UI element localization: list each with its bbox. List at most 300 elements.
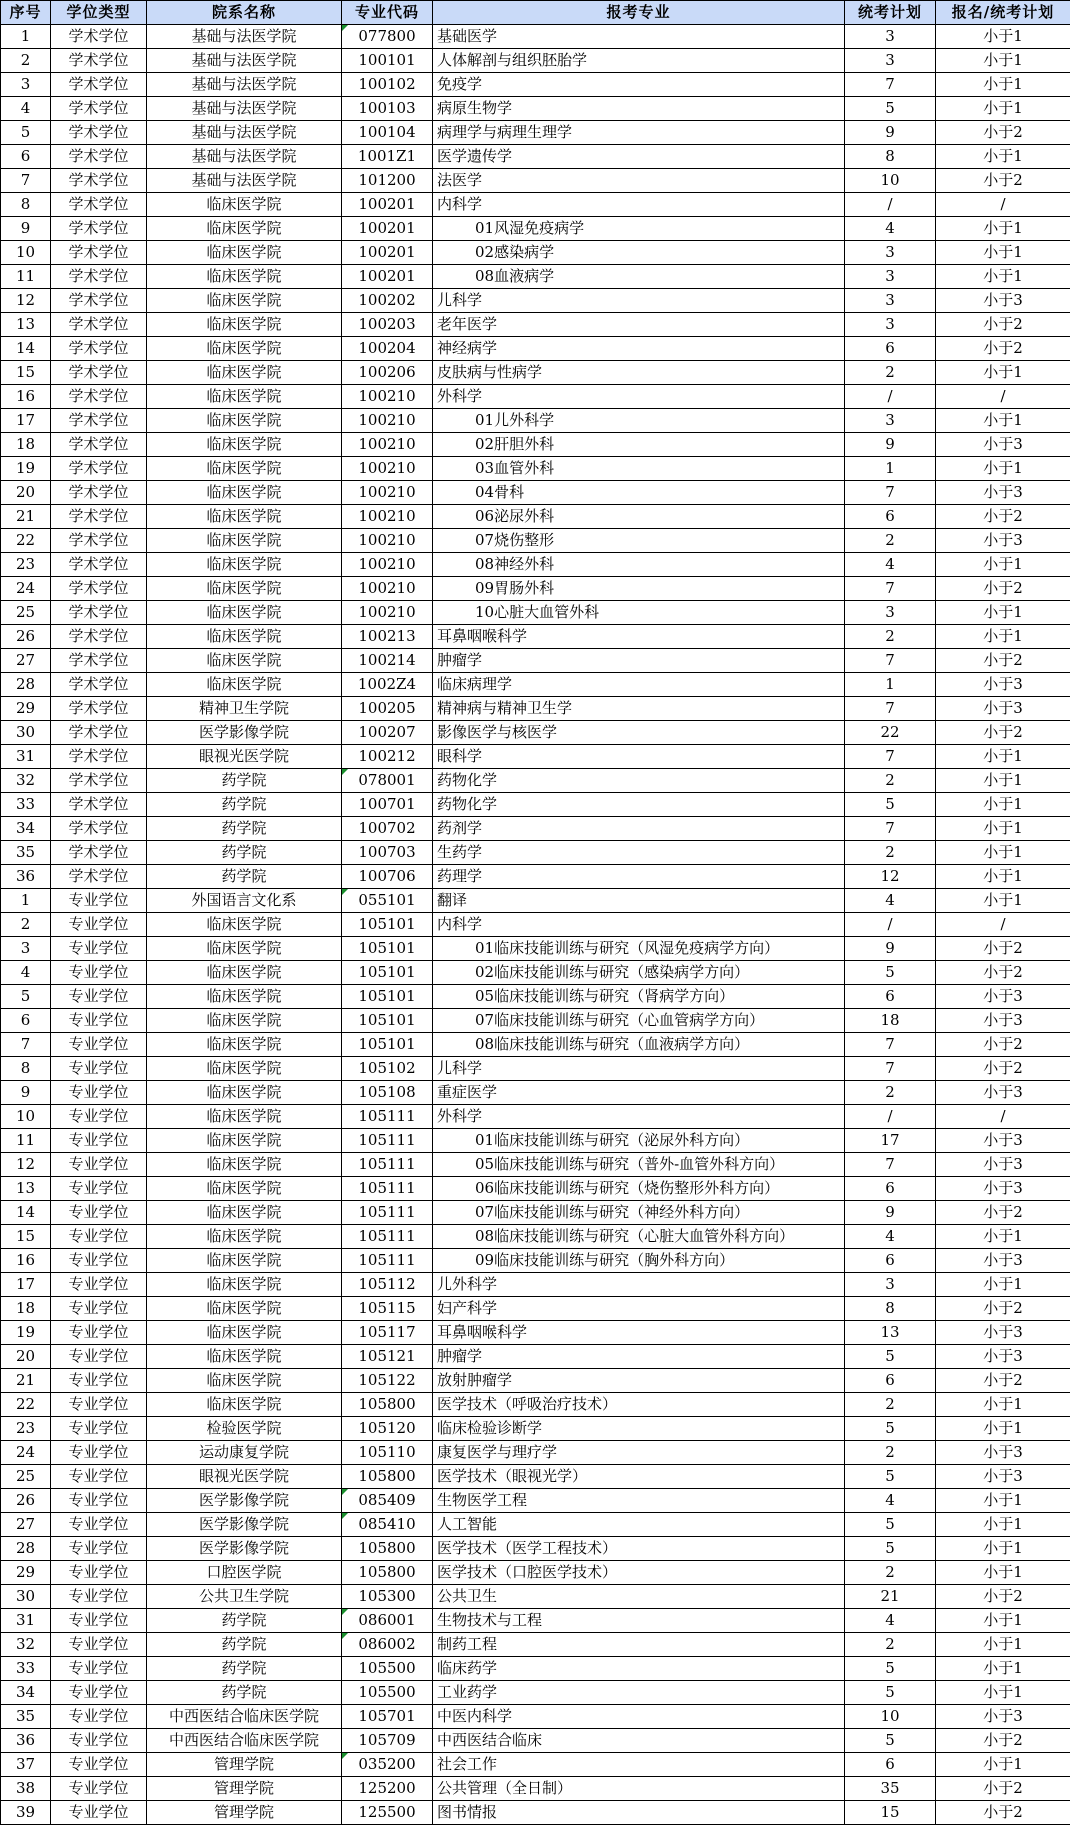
ratio: 小于2 xyxy=(936,1201,1070,1225)
plan-count: 6 xyxy=(845,1753,936,1777)
major-code: 105101 xyxy=(342,913,433,937)
degree-type: 学术学位 xyxy=(51,745,147,769)
table-row xyxy=(1,745,1070,769)
plan-count: / xyxy=(845,385,936,409)
major-code: 105701 xyxy=(342,1705,433,1729)
department: 药学院 xyxy=(147,865,342,889)
table-row xyxy=(1,1537,1070,1561)
ratio: 小于1 xyxy=(936,1513,1070,1537)
ratio: 小于2 xyxy=(936,1033,1070,1057)
plan-count: 2 xyxy=(845,1393,936,1417)
table-row xyxy=(1,1441,1070,1465)
major-code: 125500 xyxy=(342,1801,433,1825)
major-name: 耳鼻咽喉科学 xyxy=(433,1321,845,1345)
table-row xyxy=(1,889,1070,913)
degree-type: 学术学位 xyxy=(51,265,147,289)
table-row xyxy=(1,1465,1070,1489)
major-code: 100210 xyxy=(342,529,433,553)
plan-count: 3 xyxy=(845,601,936,625)
row-index: 11 xyxy=(1,265,51,289)
table-row xyxy=(1,1729,1070,1753)
degree-type: 专业学位 xyxy=(51,1705,147,1729)
major-name: 影像医学与核医学 xyxy=(433,721,845,745)
department: 临床医学院 xyxy=(147,1225,342,1249)
table-row xyxy=(1,529,1070,553)
plan-count: 7 xyxy=(845,697,936,721)
row-index: 24 xyxy=(1,1441,51,1465)
row-index: 19 xyxy=(1,1321,51,1345)
major-code: 085410 xyxy=(342,1513,433,1537)
plan-count: 5 xyxy=(845,1465,936,1489)
major-code: 100206 xyxy=(342,361,433,385)
degree-type: 学术学位 xyxy=(51,145,147,169)
plan-count: 15 xyxy=(845,1801,936,1825)
row-index: 36 xyxy=(1,1729,51,1753)
ratio: 小于2 xyxy=(936,1297,1070,1321)
department: 基础与法医学院 xyxy=(147,97,342,121)
department: 临床医学院 xyxy=(147,961,342,985)
row-index: 7 xyxy=(1,169,51,193)
table-row xyxy=(1,385,1070,409)
major-name: 临床病理学 xyxy=(433,673,845,697)
major-code: 105111 xyxy=(342,1177,433,1201)
major-code: 100703 xyxy=(342,841,433,865)
table-row xyxy=(1,865,1070,889)
department: 临床医学院 xyxy=(147,673,342,697)
major-code: 125200 xyxy=(342,1777,433,1801)
major-code: 100104 xyxy=(342,121,433,145)
major-code: 100202 xyxy=(342,289,433,313)
major-code: 086001 xyxy=(342,1609,433,1633)
row-index: 28 xyxy=(1,673,51,697)
ratio: 小于1 xyxy=(936,1633,1070,1657)
row-index: 31 xyxy=(1,1609,51,1633)
ratio: 小于2 xyxy=(936,649,1070,673)
major-name: 中医内科学 xyxy=(433,1705,845,1729)
ratio: 小于2 xyxy=(936,721,1070,745)
ratio: 小于1 xyxy=(936,769,1070,793)
plan-count: 22 xyxy=(845,721,936,745)
major-name: 放射肿瘤学 xyxy=(433,1369,845,1393)
row-index: 38 xyxy=(1,1777,51,1801)
major-code: 100210 xyxy=(342,409,433,433)
row-index: 36 xyxy=(1,865,51,889)
row-index: 9 xyxy=(1,217,51,241)
major-name: 临床检验诊断学 xyxy=(433,1417,845,1441)
plan-count: 7 xyxy=(845,1057,936,1081)
plan-count: / xyxy=(845,1105,936,1129)
major-name: 药物化学 xyxy=(433,769,845,793)
plan-count: 6 xyxy=(845,1249,936,1273)
degree-type: 专业学位 xyxy=(51,1225,147,1249)
major-code: 100210 xyxy=(342,385,433,409)
major-name: 08神经外科 xyxy=(433,553,845,577)
major-code: 100203 xyxy=(342,313,433,337)
plan-count: 12 xyxy=(845,865,936,889)
department: 医学影像学院 xyxy=(147,721,342,745)
plan-count: 2 xyxy=(845,1561,936,1585)
major-name: 02临床技能训练与研究（感染病学方向） xyxy=(433,961,845,985)
major-code: 100210 xyxy=(342,553,433,577)
major-code: 105121 xyxy=(342,1345,433,1369)
plan-count: 5 xyxy=(845,961,936,985)
plan-count: 1 xyxy=(845,457,936,481)
row-index: 30 xyxy=(1,1585,51,1609)
table-row xyxy=(1,1681,1070,1705)
major-code: 100212 xyxy=(342,745,433,769)
degree-type: 专业学位 xyxy=(51,1297,147,1321)
major-name: 09临床技能训练与研究（胸外科方向） xyxy=(433,1249,845,1273)
row-index: 18 xyxy=(1,1297,51,1321)
row-index: 29 xyxy=(1,697,51,721)
major-name: 皮肤病与性病学 xyxy=(433,361,845,385)
plan-count: 9 xyxy=(845,937,936,961)
row-index: 17 xyxy=(1,409,51,433)
department: 临床医学院 xyxy=(147,1129,342,1153)
ratio: 小于3 xyxy=(936,1441,1070,1465)
major-name: 翻译 xyxy=(433,889,845,913)
major-name: 妇产科学 xyxy=(433,1297,845,1321)
plan-count: 2 xyxy=(845,769,936,793)
header-ratio: 报名/统考计划 xyxy=(936,1,1070,25)
major-name: 02肝胆外科 xyxy=(433,433,845,457)
plan-count: 4 xyxy=(845,1225,936,1249)
major-name: 制药工程 xyxy=(433,1633,845,1657)
major-name: 公共管理（全日制） xyxy=(433,1777,845,1801)
department: 基础与法医学院 xyxy=(147,73,342,97)
major-code: 105709 xyxy=(342,1729,433,1753)
major-code: 035200 xyxy=(342,1753,433,1777)
major-name: 01临床技能训练与研究（泌尿外科方向） xyxy=(433,1129,845,1153)
major-code: 105800 xyxy=(342,1561,433,1585)
major-code: 100210 xyxy=(342,601,433,625)
ratio: / xyxy=(936,1105,1070,1129)
department: 运动康复学院 xyxy=(147,1441,342,1465)
table-row xyxy=(1,1321,1070,1345)
department: 临床医学院 xyxy=(147,601,342,625)
degree-type: 学术学位 xyxy=(51,721,147,745)
table-header xyxy=(1,1,1070,25)
major-name: 眼科学 xyxy=(433,745,845,769)
degree-type: 专业学位 xyxy=(51,1345,147,1369)
department: 临床医学院 xyxy=(147,1393,342,1417)
plan-count: 5 xyxy=(845,1681,936,1705)
ratio: 小于2 xyxy=(936,337,1070,361)
table-row xyxy=(1,1009,1070,1033)
row-index: 11 xyxy=(1,1129,51,1153)
table-row xyxy=(1,697,1070,721)
degree-type: 专业学位 xyxy=(51,1009,147,1033)
row-index: 3 xyxy=(1,73,51,97)
row-index: 16 xyxy=(1,385,51,409)
major-name: 05临床技能训练与研究（普外-血管外科方向） xyxy=(433,1153,845,1177)
department: 药学院 xyxy=(147,769,342,793)
table-row xyxy=(1,361,1070,385)
department: 临床医学院 xyxy=(147,625,342,649)
row-index: 4 xyxy=(1,961,51,985)
table-row xyxy=(1,49,1070,73)
major-code: 100205 xyxy=(342,697,433,721)
major-code: 100214 xyxy=(342,649,433,673)
degree-type: 专业学位 xyxy=(51,961,147,985)
table-row xyxy=(1,985,1070,1009)
table-row xyxy=(1,961,1070,985)
department: 中西医结合临床医学院 xyxy=(147,1729,342,1753)
row-index: 3 xyxy=(1,937,51,961)
table-row xyxy=(1,313,1070,337)
plan-count: 2 xyxy=(845,529,936,553)
table-row xyxy=(1,1081,1070,1105)
degree-type: 专业学位 xyxy=(51,1657,147,1681)
major-name: 医学技术（口腔医学技术） xyxy=(433,1561,845,1585)
major-code: 105122 xyxy=(342,1369,433,1393)
ratio: 小于1 xyxy=(936,25,1070,49)
row-index: 32 xyxy=(1,1633,51,1657)
plan-count: 1 xyxy=(845,673,936,697)
table-row xyxy=(1,1369,1070,1393)
major-code: 105111 xyxy=(342,1249,433,1273)
major-name: 08血液病学 xyxy=(433,265,845,289)
ratio: 小于1 xyxy=(936,457,1070,481)
plan-count: 7 xyxy=(845,73,936,97)
plan-count: 10 xyxy=(845,1705,936,1729)
table-row xyxy=(1,793,1070,817)
table-row xyxy=(1,1489,1070,1513)
degree-type: 学术学位 xyxy=(51,361,147,385)
ratio: 小于3 xyxy=(936,1345,1070,1369)
major-code: 105108 xyxy=(342,1081,433,1105)
plan-count: 2 xyxy=(845,1633,936,1657)
degree-type: 学术学位 xyxy=(51,769,147,793)
major-name: 05临床技能训练与研究（肾病学方向） xyxy=(433,985,845,1009)
degree-type: 学术学位 xyxy=(51,73,147,97)
plan-count: 18 xyxy=(845,1009,936,1033)
major-name: 医学技术（呼吸治疗技术） xyxy=(433,1393,845,1417)
major-name: 医学技术（眼视光学） xyxy=(433,1465,845,1489)
plan-count: 7 xyxy=(845,1033,936,1057)
major-name: 内科学 xyxy=(433,913,845,937)
plan-count: 4 xyxy=(845,1489,936,1513)
department: 临床医学院 xyxy=(147,457,342,481)
department: 基础与法医学院 xyxy=(147,121,342,145)
major-name: 神经病学 xyxy=(433,337,845,361)
row-index: 30 xyxy=(1,721,51,745)
major-name: 医学遗传学 xyxy=(433,145,845,169)
ratio: 小于3 xyxy=(936,1705,1070,1729)
row-index: 15 xyxy=(1,1225,51,1249)
degree-type: 专业学位 xyxy=(51,985,147,1009)
row-index: 35 xyxy=(1,1705,51,1729)
major-code: 105101 xyxy=(342,1033,433,1057)
major-code: 100210 xyxy=(342,577,433,601)
ratio: 小于1 xyxy=(936,1393,1070,1417)
ratio: 小于1 xyxy=(936,1657,1070,1681)
row-index: 10 xyxy=(1,241,51,265)
major-code: 105800 xyxy=(342,1393,433,1417)
table-row xyxy=(1,1177,1070,1201)
table-row xyxy=(1,1297,1070,1321)
major-name: 08临床技能训练与研究（心脏大血管外科方向） xyxy=(433,1225,845,1249)
ratio: 小于3 xyxy=(936,1249,1070,1273)
plan-count: 7 xyxy=(845,817,936,841)
ratio: 小于2 xyxy=(936,1369,1070,1393)
major-name: 社会工作 xyxy=(433,1753,845,1777)
department: 临床医学院 xyxy=(147,1081,342,1105)
degree-type: 专业学位 xyxy=(51,1177,147,1201)
ratio: 小于1 xyxy=(936,49,1070,73)
table-row xyxy=(1,1609,1070,1633)
department: 口腔医学院 xyxy=(147,1561,342,1585)
major-code: 100701 xyxy=(342,793,433,817)
degree-type: 学术学位 xyxy=(51,457,147,481)
ratio: 小于3 xyxy=(936,1321,1070,1345)
table-row xyxy=(1,121,1070,145)
degree-type: 专业学位 xyxy=(51,1129,147,1153)
department: 临床医学院 xyxy=(147,577,342,601)
plan-count: 5 xyxy=(845,1537,936,1561)
row-index: 29 xyxy=(1,1561,51,1585)
row-index: 6 xyxy=(1,145,51,169)
major-name: 人工智能 xyxy=(433,1513,845,1537)
ratio: 小于3 xyxy=(936,1153,1070,1177)
plan-count: 21 xyxy=(845,1585,936,1609)
department: 医学影像学院 xyxy=(147,1489,342,1513)
plan-count: 3 xyxy=(845,49,936,73)
department: 基础与法医学院 xyxy=(147,49,342,73)
degree-type: 专业学位 xyxy=(51,1321,147,1345)
degree-type: 专业学位 xyxy=(51,1441,147,1465)
department: 临床医学院 xyxy=(147,265,342,289)
table-row xyxy=(1,241,1070,265)
department: 基础与法医学院 xyxy=(147,25,342,49)
degree-type: 专业学位 xyxy=(51,1609,147,1633)
ratio: 小于1 xyxy=(936,1681,1070,1705)
table-row xyxy=(1,1393,1070,1417)
plan-count: 13 xyxy=(845,1321,936,1345)
ratio: 小于2 xyxy=(936,577,1070,601)
major-name: 06临床技能训练与研究（烧伤整形外科方向） xyxy=(433,1177,845,1201)
plan-count: 6 xyxy=(845,505,936,529)
ratio: 小于1 xyxy=(936,1273,1070,1297)
row-index: 32 xyxy=(1,769,51,793)
plan-count: 9 xyxy=(845,433,936,457)
degree-type: 学术学位 xyxy=(51,25,147,49)
degree-type: 专业学位 xyxy=(51,1057,147,1081)
ratio: 小于1 xyxy=(936,217,1070,241)
major-name: 肿瘤学 xyxy=(433,649,845,673)
major-name: 生物医学工程 xyxy=(433,1489,845,1513)
row-index: 8 xyxy=(1,193,51,217)
row-index: 27 xyxy=(1,649,51,673)
plan-count: 5 xyxy=(845,1513,936,1537)
row-index: 16 xyxy=(1,1249,51,1273)
degree-type: 专业学位 xyxy=(51,1465,147,1489)
degree-type: 专业学位 xyxy=(51,1537,147,1561)
plan-count: 5 xyxy=(845,1417,936,1441)
row-index: 22 xyxy=(1,1393,51,1417)
plan-count: 4 xyxy=(845,217,936,241)
ratio: 小于2 xyxy=(936,1585,1070,1609)
degree-type: 学术学位 xyxy=(51,49,147,73)
table-row xyxy=(1,1561,1070,1585)
plan-count: 7 xyxy=(845,1153,936,1177)
department: 临床医学院 xyxy=(147,505,342,529)
major-code: 077800 xyxy=(342,25,433,49)
degree-type: 专业学位 xyxy=(51,1753,147,1777)
ratio: 小于2 xyxy=(936,1777,1070,1801)
degree-type: 学术学位 xyxy=(51,241,147,265)
ratio: 小于3 xyxy=(936,673,1070,697)
row-index: 2 xyxy=(1,49,51,73)
department: 临床医学院 xyxy=(147,217,342,241)
major-name: 04骨科 xyxy=(433,481,845,505)
table-row xyxy=(1,265,1070,289)
degree-type: 专业学位 xyxy=(51,1585,147,1609)
department: 精神卫生学院 xyxy=(147,697,342,721)
ratio: / xyxy=(936,193,1070,217)
row-index: 13 xyxy=(1,313,51,337)
ratio: 小于1 xyxy=(936,241,1070,265)
ratio: 小于3 xyxy=(936,1129,1070,1153)
degree-type: 学术学位 xyxy=(51,553,147,577)
plan-count: 6 xyxy=(845,1369,936,1393)
major-name: 图书情报 xyxy=(433,1801,845,1825)
major-name: 耳鼻咽喉科学 xyxy=(433,625,845,649)
degree-type: 专业学位 xyxy=(51,889,147,913)
row-index: 5 xyxy=(1,985,51,1009)
major-name: 工业药学 xyxy=(433,1681,845,1705)
major-code: 105500 xyxy=(342,1657,433,1681)
row-index: 10 xyxy=(1,1105,51,1129)
department: 临床医学院 xyxy=(147,289,342,313)
row-index: 14 xyxy=(1,337,51,361)
table-row xyxy=(1,97,1070,121)
department: 眼视光医学院 xyxy=(147,745,342,769)
major-code: 100210 xyxy=(342,481,433,505)
major-name: 公共卫生 xyxy=(433,1585,845,1609)
degree-type: 学术学位 xyxy=(51,385,147,409)
major-code: 100210 xyxy=(342,457,433,481)
header-department: 院系名称 xyxy=(147,1,342,25)
major-code: 100204 xyxy=(342,337,433,361)
ratio: 小于3 xyxy=(936,529,1070,553)
department: 临床医学院 xyxy=(147,913,342,937)
major-name: 重症医学 xyxy=(433,1081,845,1105)
table-row xyxy=(1,1249,1070,1273)
major-name: 药理学 xyxy=(433,865,845,889)
degree-type: 专业学位 xyxy=(51,1513,147,1537)
plan-count: 6 xyxy=(845,1177,936,1201)
major-name: 07烧伤整形 xyxy=(433,529,845,553)
major-code: 078001 xyxy=(342,769,433,793)
degree-type: 学术学位 xyxy=(51,577,147,601)
ratio: / xyxy=(936,913,1070,937)
degree-type: 学术学位 xyxy=(51,289,147,313)
row-index: 7 xyxy=(1,1033,51,1057)
major-code: 105800 xyxy=(342,1537,433,1561)
table-row xyxy=(1,1201,1070,1225)
degree-type: 学术学位 xyxy=(51,97,147,121)
ratio: 小于3 xyxy=(936,289,1070,313)
major-name: 临床药学 xyxy=(433,1657,845,1681)
major-code: 105300 xyxy=(342,1585,433,1609)
ratio: 小于3 xyxy=(936,481,1070,505)
row-index: 4 xyxy=(1,97,51,121)
major-code: 105101 xyxy=(342,1009,433,1033)
table-row xyxy=(1,937,1070,961)
row-index: 28 xyxy=(1,1537,51,1561)
department: 临床医学院 xyxy=(147,1321,342,1345)
